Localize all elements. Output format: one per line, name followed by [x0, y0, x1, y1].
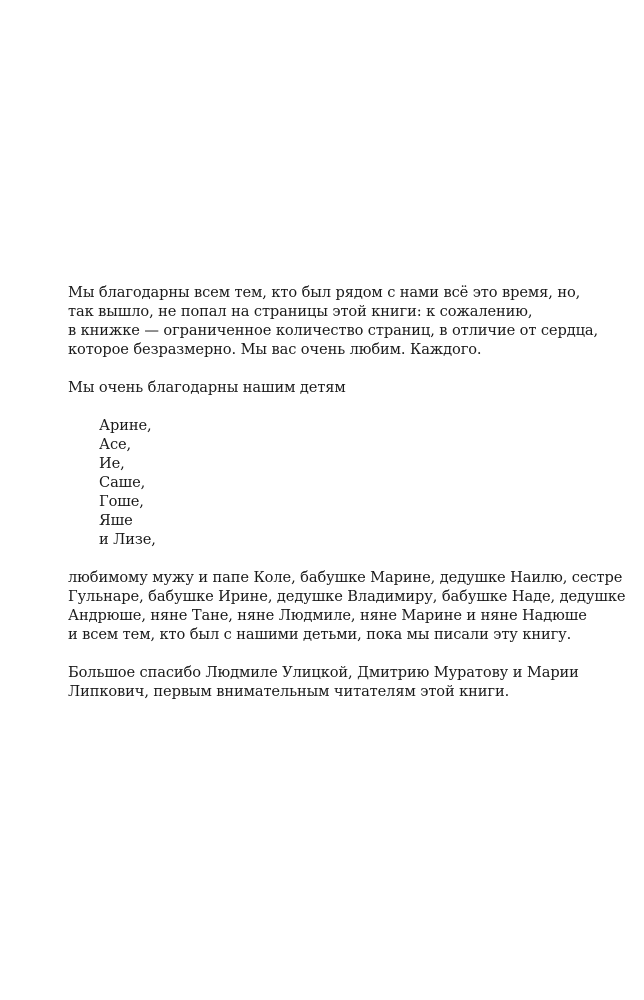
- text-line: Липкович, первым внимательным читателям этой книги.: [68, 683, 510, 700]
- list-item: Асе,: [99, 436, 132, 453]
- text-line: которое безразмерно. Мы вас очень любим. Каждого.: [68, 341, 482, 358]
- text-line: и всем тем, кто был с нашими детьми, пока мы писали эту книгу.: [68, 626, 572, 643]
- paragraph-thanks-everyone: [68, 283, 608, 359]
- children-list: [68, 416, 608, 549]
- text-line: любимому мужу и папе Коле, бабушке Марине, дедушке Наилю, сестре: [68, 569, 623, 586]
- text-line: так вышло, не попал на страницы этой книги: к сожалению,: [68, 303, 533, 320]
- paragraph-thanks-children: [68, 378, 608, 397]
- list-item: и Лизе,: [99, 531, 156, 548]
- paragraph-thanks-family: [68, 568, 626, 644]
- text-line: Мы благодарны всем тем, кто был рядом с нами всё это время, но,: [68, 284, 581, 301]
- paragraph-thanks-readers: [68, 663, 608, 701]
- text-line: Гульнаре, бабушке Ирине, дедушке Владимиру, бабушке Наде, дедушке: [68, 588, 626, 605]
- text-line: Андрюше, няне Тане, няне Людмиле, няне Марине и няне Надюше: [68, 607, 587, 624]
- text-line: в книжке — ограниченное количество страниц, в отличие от сердца,: [68, 322, 599, 339]
- text-line: Большое спасибо Людмиле Улицкой, Дмитрию Муратову и Марии: [68, 664, 579, 681]
- text-line: Мы очень благодарны нашим детям: [68, 379, 346, 396]
- list-item: Гоше,: [99, 493, 144, 510]
- list-item: Саше,: [99, 474, 146, 491]
- acknowledgements-text: [68, 283, 626, 720]
- list-item: Арине,: [99, 417, 152, 434]
- list-item: Ие,: [99, 455, 125, 472]
- list-item: Яше: [99, 512, 133, 529]
